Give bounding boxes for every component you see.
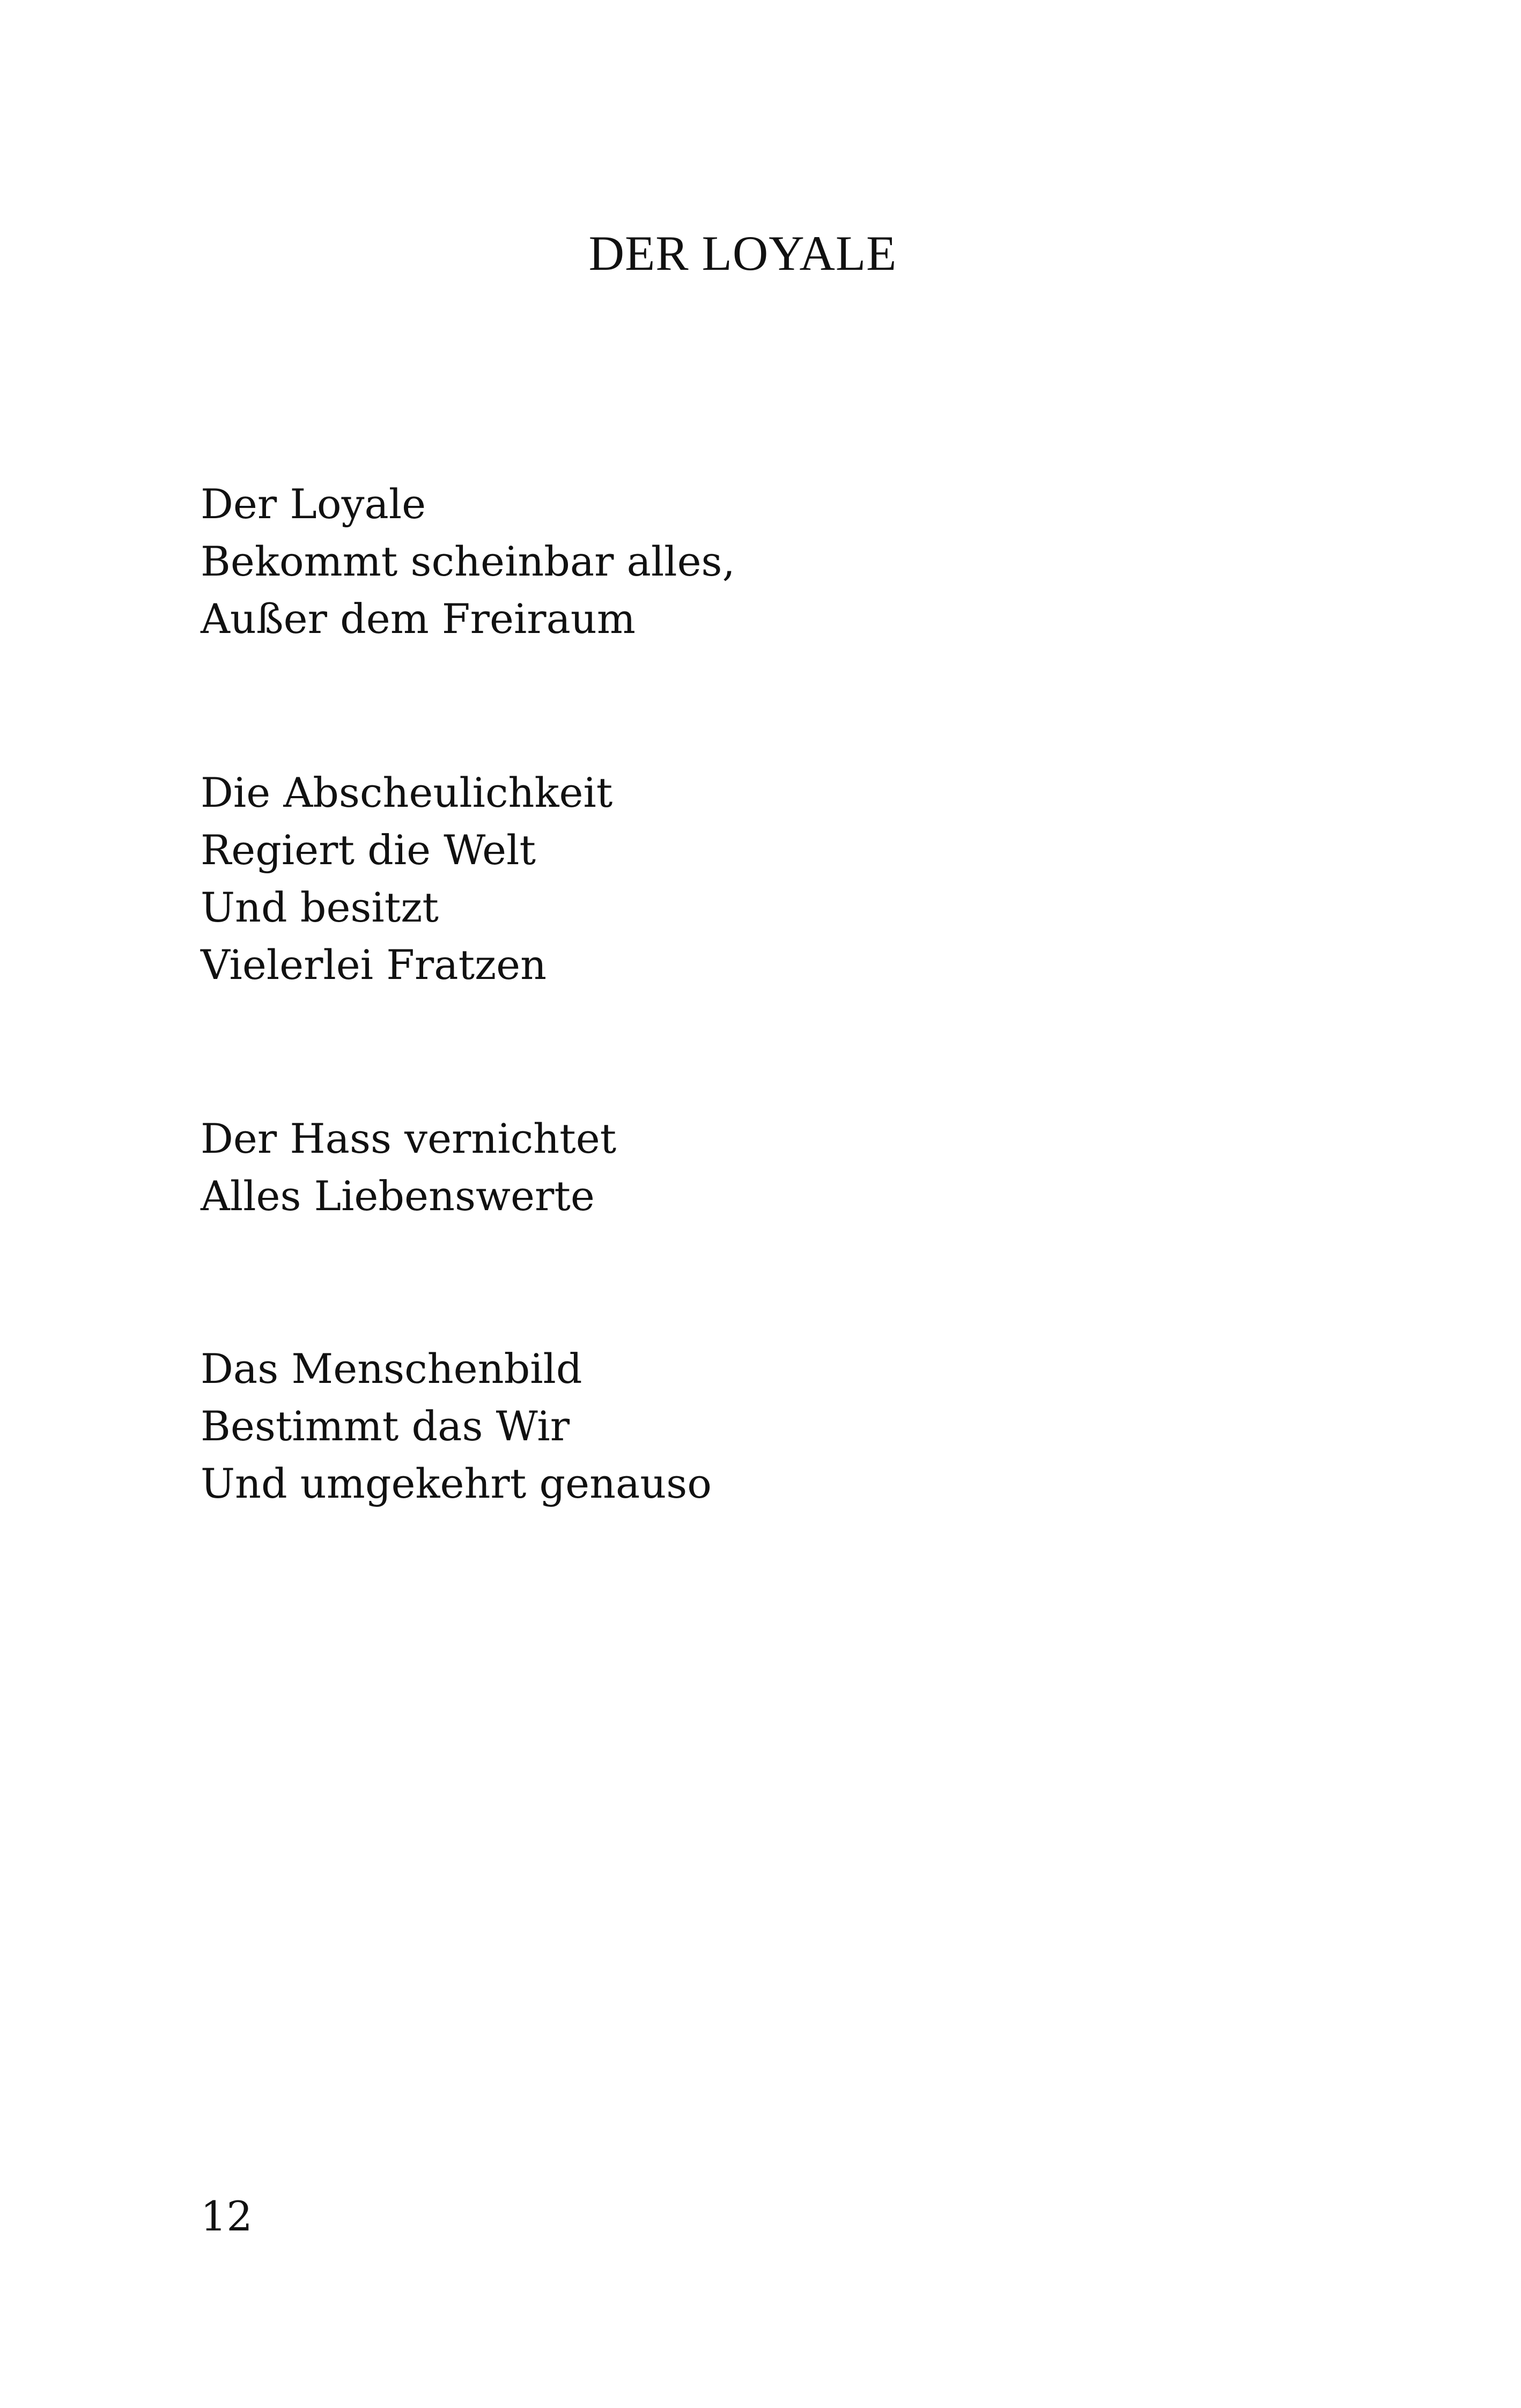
stanza-2: [201, 764, 612, 993]
stanza-4: [201, 1340, 712, 1512]
stanza-1: [201, 475, 735, 647]
poem-line: Außer dem Freiraum: [201, 595, 636, 643]
poem-line: Alles Liebenswerte: [201, 1172, 595, 1220]
poem-title: DER LOYALE: [588, 226, 897, 281]
poem-line: Und umgekehrt genauso: [201, 1460, 712, 1507]
poem-line: Der Hass vernichtet: [201, 1115, 617, 1162]
poem-line: Regiert die Welt: [201, 826, 536, 874]
poem-line: Bekommt scheinbar alles,: [201, 537, 735, 585]
poem-line: Der Loyale: [201, 480, 426, 528]
poem-line: Das Menschenbild: [201, 1345, 582, 1393]
stanza-3: [201, 1110, 616, 1225]
poem-line: Die Abscheulichkeit: [201, 769, 613, 816]
poem-line: Und besitzt: [201, 883, 439, 931]
poem-line: Bestimmt das Wir: [201, 1402, 570, 1450]
page-number: 12: [201, 2192, 253, 2240]
poem-line: Vielerlei Fratzen: [201, 941, 547, 989]
